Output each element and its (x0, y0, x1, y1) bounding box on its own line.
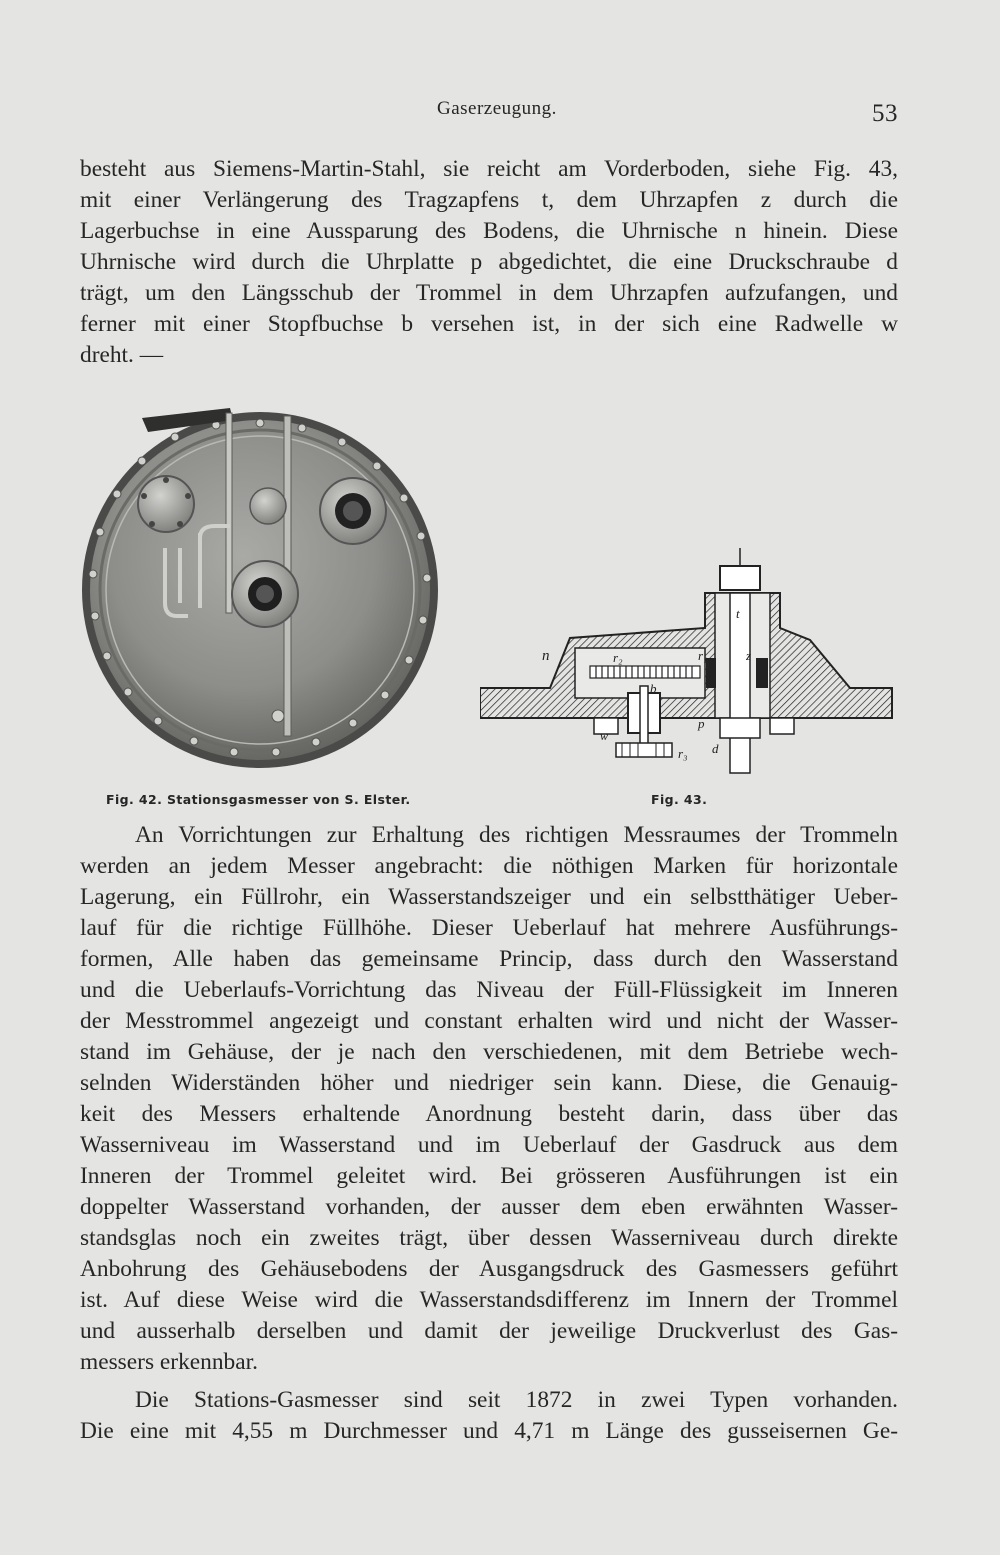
text-line: dreht. — (80, 342, 164, 368)
fig43-label: r₃ (678, 746, 688, 761)
fig43-label: z (746, 648, 752, 663)
running-title: Gaserzeugung. (437, 98, 557, 119)
fig43-label: r₂ (613, 650, 623, 665)
figure-43-caption: Fig. 43. (651, 792, 708, 807)
paragraph-2 (80, 820, 898, 1378)
fig43-label: p (698, 716, 705, 731)
text-line: doppelter Wasserstand vorhanden, der ausser dem eben erwähnten Wasser- (80, 1194, 898, 1220)
text-line: ferner mit einer Stopfbuchse b versehen ist, in der sich eine Radwelle w (80, 311, 898, 337)
text-line: Lagerbuchse in eine Aussparung des Bodens, die Uhrnische n hinein. Diese (80, 218, 898, 244)
page-number: 53 (872, 100, 898, 127)
text-line: messers erkennbar. (80, 1349, 258, 1375)
text-line: selnden Widerständen höher und niedriger sein kann. Diese, die Genauig- (80, 1070, 898, 1096)
text-line: standsglas noch ein zweites trägt, über dessen Wasserniveau durch direkte (80, 1225, 898, 1251)
text-line: werden an jedem Messer angebracht: die nöthigen Marken für horizontale (80, 853, 898, 879)
figure-42-caption: Fig. 42. Stationsgasmesser von S. Elster. (106, 792, 411, 807)
text-line: Wasserniveau im Wasserstand und im Ueberlauf der Gasdruck aus dem (80, 1132, 898, 1158)
figure-row (0, 398, 1000, 818)
fig43-label: b (650, 681, 657, 696)
text-line: und ausserhalb derselben und damit der jeweilige Druckverlust des Gas- (80, 1318, 898, 1344)
text-line: Lagerung, ein Füllrohr, ein Wasserstandszeiger und ein selbstthätiger Ueber- (80, 884, 898, 910)
text-line: Uhrnische wird durch die Uhrplatte p abgedichtet, die eine Druckschraube d (80, 249, 898, 275)
text-line: keit des Messers erhaltende Anordnung besteht darin, dass über das (80, 1101, 898, 1127)
fig43-label: d (712, 741, 719, 756)
gas-meter-photo (80, 398, 445, 778)
text-line: und die Ueberlaufs-Vorrichtung das Niveau der Füll-Flüssigkeit im Inneren (80, 977, 898, 1003)
text-line: stand im Gehäuse, der je nach den verschiedenen, mit dem Betriebe wech- (80, 1039, 898, 1065)
text-line: formen, Alle haben das gemeinsame Princip, dass durch den Wasserstand (80, 946, 898, 972)
paragraph-3 (80, 1385, 898, 1447)
fig43-label: t (736, 606, 740, 621)
paragraph-1 (80, 154, 898, 371)
text-line: besteht aus Siemens-Martin-Stahl, sie reicht am Vorderboden, siehe Fig. 43, (80, 156, 898, 182)
text-line: Die Stations-Gasmesser sind seit 1872 in zwei Typen vorhanden. (135, 1387, 898, 1413)
text-line: Anbohrung des Gehäusebodens der Ausgangsdruck des Gasmessers geführt (80, 1256, 898, 1282)
text-line: Die eine mit 4,55 m Durchmesser und 4,71 m Länge des gusseisernen Ge- (80, 1418, 898, 1444)
fig43-label: r₁ (698, 648, 708, 663)
fig43-label: w (600, 729, 609, 743)
text-line: Inneren der Trommel geleitet wird. Bei grösseren Ausführungen ist ein (80, 1163, 898, 1189)
fig43-label: n (542, 648, 550, 664)
text-line: trägt, um den Längsschub der Trommel in dem Uhrzapfen aufzufangen, und (80, 280, 898, 306)
text-line: lauf für die richtige Füllhöhe. Dieser Ueberlauf hat mehrere Ausführungs- (80, 915, 898, 941)
clock-niche-section-drawing (480, 548, 900, 778)
text-line: ist. Auf diese Weise wird die Wasserstandsdifferenz im Innern der Trommel (80, 1287, 898, 1313)
text-line: der Messtrommel angezeigt und constant erhalten wird und nicht der Wasser- (80, 1008, 898, 1034)
text-line: mit einer Verlängerung des Tragzapfens t, dem Uhrzapfen z durch die (80, 187, 898, 213)
text-line: An Vorrichtungen zur Erhaltung des richtigen Messraumes der Trommeln (135, 822, 898, 848)
